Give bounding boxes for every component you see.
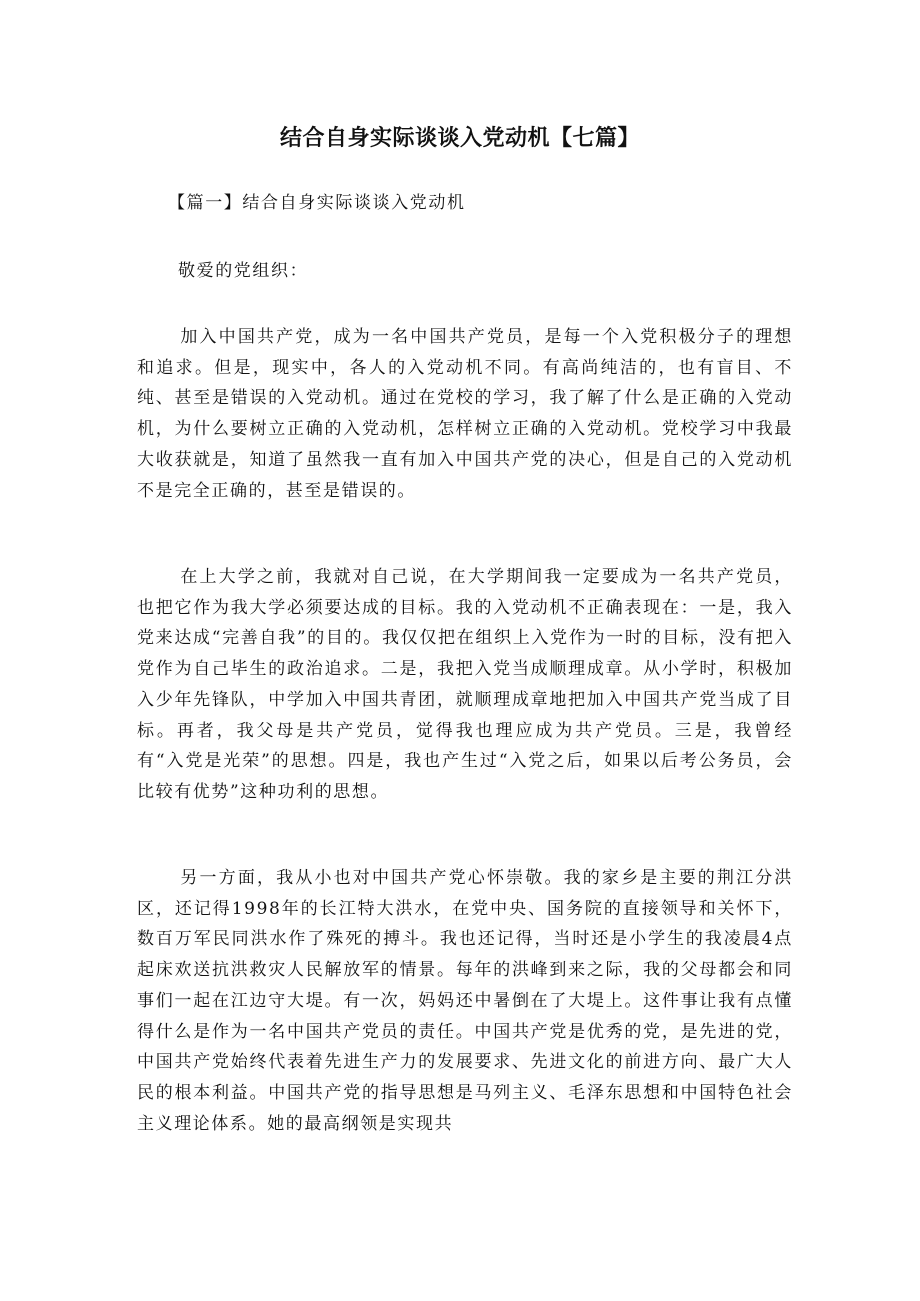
paragraph: 在上大学之前，我就对自己说，在大学期间我一定要成为一名共产党员，也把它作为我大学必须要达成的目标。我的入党动机不正确表现在：一是，我入党来达成“完善自我”的目的。我仅仅把在组织上入党作为一时的目标，没有把入党作为自己毕生的政治追求。二是，我把入党当成顺理成章。从小学时，积极加入少年先锋队，中学加入中国共青团，就顺理成章地把加入中国共产党当成了目标。再者，我父母是共产党员，觉得我也理应成为共产党员。三是，我曾经有“入党是光荣”的思想。四是，我也产生过“入党之后，如果以后考公务员，会比较有优势”这种功利的思想。 bbox=[137, 567, 793, 802]
document-title: 结合自身实际谈谈入党动机【七篇】 bbox=[279, 126, 640, 151]
paragraph: 加入中国共产党，成为一名中国共产党员，是每一个入党积极分子的理想和追求。但是，现实中，各人的入党动机不同。有高尚纯洁的，也有盲目、不纯、甚至是错误的入党动机。通过在党校的学习，我了解了什么是正确的入党动机，为什么要树立正确的入党动机，怎样树立正确的入党动机。党校学习中我最大收获就是，知道了虽然我一直有加入中国共产党的决心，但是自己的入党动机不是完全正确的，甚至是错误的。 bbox=[137, 327, 793, 501]
section-heading: 【篇一】结合自身实际谈谈入党动机 bbox=[168, 193, 466, 213]
salutation: 敬爱的党组织： bbox=[178, 261, 309, 281]
paragraph: 另一方面，我从小也对中国共产党心怀崇敬。我的家乡是主要的荆江分洪区，还记得1998年的长江特大洪水，在党中央、国务院的直接领导和关怀下，数百万军民同洪水作了殊死的搏斗。我也还记得，当时还是小学生的我凌晨4点起床欢送抗洪救灾人民解放军的情景。每年的洪峰到来之际，我的父母都会和同事们一起在江边守大堤。有一次，妈妈还中暑倒在了大堤上。这件事让我有点懂得什么是作为一名中国共产党员的责任。中国共产党是优秀的党，是先进的党，中国共产党始终代表着先进生产力的发展要求、先进文化的前进方向、最广大人民的根本利益。中国共产党的指导思想是马列主义、毛泽东思想和中国特色社会主义理论体系。她的最高纲领是实现共 bbox=[137, 868, 793, 1134]
